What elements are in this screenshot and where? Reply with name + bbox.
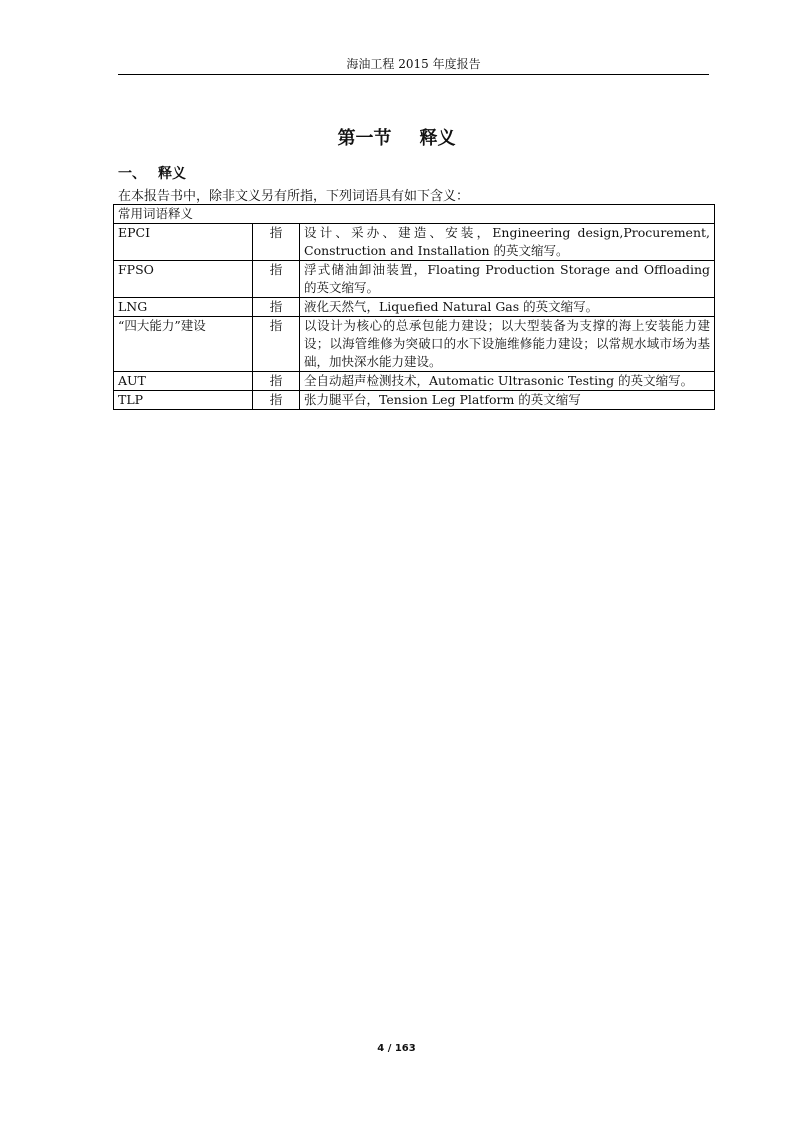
intro-text: 在本报告书中，除非文义另有所指，下列词语具有如下含义：: [118, 189, 470, 204]
table-row: [114, 298, 715, 317]
table-row: [114, 261, 715, 298]
table-row: [114, 224, 715, 261]
definition-cell: 设计、采办、建造、安装，Engineering design,Procurement, Construction and Installation 的英文缩写。: [300, 224, 715, 261]
term-cell: FPSO: [114, 261, 253, 298]
table-caption: 常用词语释义: [114, 205, 715, 224]
table-row: [114, 372, 715, 391]
refers-cell: 指: [253, 317, 300, 372]
definition-cell: 全自动超声检测技术，Automatic Ultrasonic Testing 的英文缩写。: [300, 372, 715, 391]
term-cell: LNG: [114, 298, 253, 317]
table-row: [114, 317, 715, 372]
term-cell: “四大能力”建设: [114, 317, 253, 372]
table-caption-row: [114, 205, 715, 224]
table-row: [114, 391, 715, 410]
refers-cell: 指: [253, 298, 300, 317]
definition-cell: 张力腿平台，Tension Leg Platform 的英文缩写: [300, 391, 715, 410]
subsection-heading: [118, 163, 186, 183]
page-header: 海油工程 2015 年度报告: [118, 54, 709, 75]
definition-cell: 浮式储油卸油装置，Floating Production Storage and Offloading 的英文缩写。: [300, 261, 715, 298]
section-title-label: 释义: [419, 128, 456, 149]
term-cell: AUT: [114, 372, 253, 391]
definitions-table: [113, 204, 715, 410]
refers-cell: 指: [253, 372, 300, 391]
definition-cell: 液化天然气，Liquefied Natural Gas 的英文缩写。: [300, 298, 715, 317]
refers-cell: 指: [253, 391, 300, 410]
refers-cell: 指: [253, 224, 300, 261]
term-cell: TLP: [114, 391, 253, 410]
subsection-label: 释义: [158, 166, 186, 182]
page-number: 4 / 163: [377, 1043, 416, 1054]
definition-cell: 以设计为核心的总承包能力建设；以大型装备为支撑的海上安装能力建设；以海管维修为突破口的水下设施维修能力建设；以常规水域市场为基础，加快深水能力建设。: [300, 317, 715, 372]
term-cell: EPCI: [114, 224, 253, 261]
section-title-number: 第一节: [337, 128, 392, 149]
section-title: [0, 124, 793, 150]
subsection-number: 一、: [118, 166, 146, 182]
refers-cell: 指: [253, 261, 300, 298]
